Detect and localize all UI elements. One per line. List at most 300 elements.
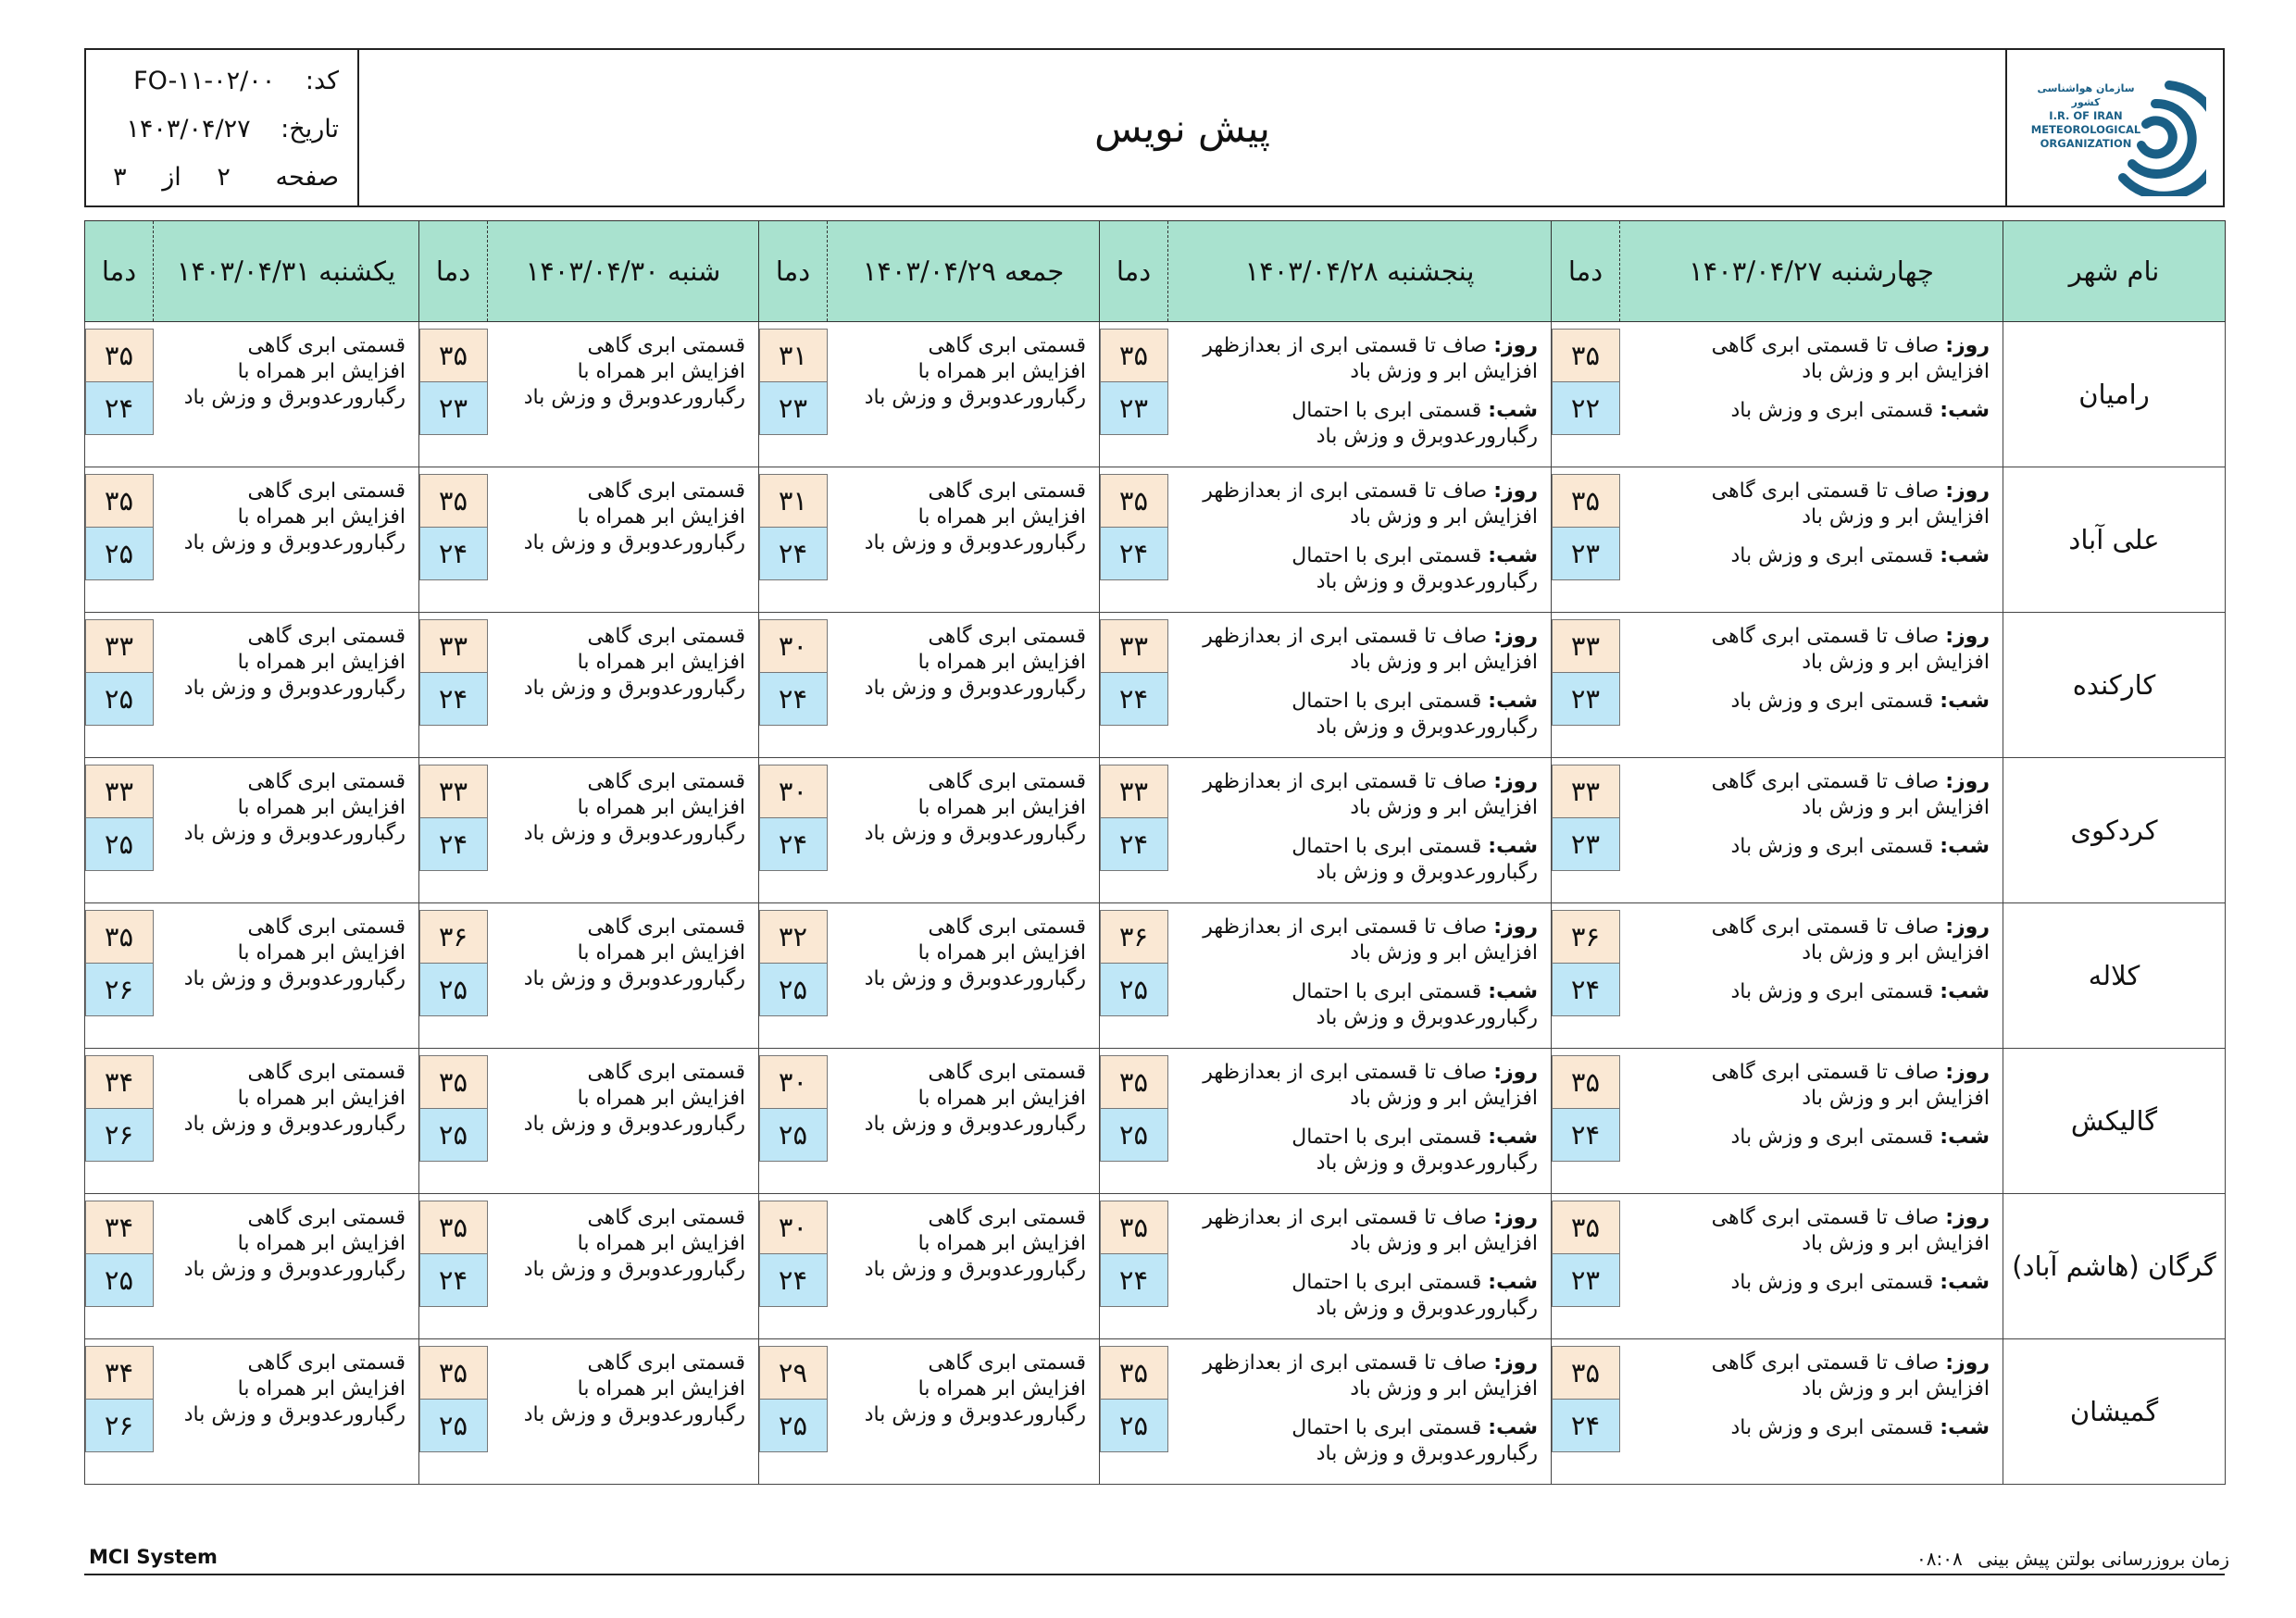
desc-line (1629, 1376, 1990, 1402)
day-forecast: صاف تا قسمتی ابری گاهی (1711, 1351, 1940, 1375)
temp-cell (419, 903, 488, 1049)
desc-line (837, 1060, 1087, 1086)
forecast-description (828, 758, 1100, 903)
desc-line (497, 385, 746, 411)
night-forecast: قسمتی ابری با احتمال (1292, 690, 1482, 713)
desc-line (497, 1376, 746, 1402)
desc-line (837, 915, 1087, 940)
day-forecast: صاف تا قسمتی ابری گاهی (1711, 334, 1940, 357)
spacer (1178, 530, 1539, 543)
forecast-description (1620, 467, 2003, 613)
temp-cell (759, 467, 828, 613)
desc-line (1178, 689, 1539, 715)
forecast-text: افزایش ابر همراه با (237, 1232, 406, 1255)
page-row: صفحه ۲ از ۳ (113, 163, 339, 192)
temp-box (1100, 619, 1168, 726)
temp-box (419, 1346, 488, 1452)
temp-min: ۲۳ (1553, 1254, 1619, 1306)
forecast-text: افزایش ابر همراه با (577, 360, 745, 383)
forecast-text: رگبارورعدوبرق و وزش باد (523, 1113, 745, 1136)
forecast-text: رگبارورعدوبرق و وزش باد (864, 1403, 1086, 1426)
forecast-text: رگبارورعدوبرق و وزش باد (183, 677, 406, 700)
logo-cell (2005, 50, 2223, 205)
forecast-text: رگبارورعدوبرق و وزش باد (183, 386, 406, 409)
night-forecast: قسمتی ابری با احتمال (1292, 1126, 1482, 1149)
temp-cell (759, 1194, 828, 1339)
desc-line (1178, 1376, 1539, 1402)
desc-line (1629, 650, 1990, 676)
forecast-text: افزایش ابر همراه با (917, 1377, 1086, 1400)
spacer (1629, 385, 1990, 398)
night-label: شب: (1940, 1126, 1990, 1149)
forecast-text: رگبارورعدوبرق و وزش باد (523, 677, 745, 700)
desc-line (497, 1112, 746, 1138)
forecast-text: افزایش ابر همراه با (577, 1087, 745, 1110)
forecast-text: قسمتی ابری گاهی (587, 915, 745, 939)
temp-max: ۳۵ (1553, 1347, 1619, 1400)
forecast-text: افزایش ابر همراه با (237, 360, 406, 383)
forecast-text: رگبارورعدوبرق و وزش باد (864, 531, 1086, 554)
desc-line (1629, 543, 1990, 569)
forecast-text: افزایش ابر همراه با (237, 651, 406, 674)
temp-cell (1100, 613, 1168, 758)
temp-cell (1552, 1049, 1620, 1194)
table-row (85, 1194, 2226, 1339)
desc-line (837, 940, 1087, 966)
temp-max: ۳۵ (86, 911, 153, 964)
forecast-description (1620, 322, 2003, 467)
city-name: رامیان (2003, 322, 2226, 467)
table-header-row (85, 221, 2226, 322)
forecast-description (828, 613, 1100, 758)
temp-cell (85, 903, 154, 1049)
desc-line (163, 479, 406, 504)
forecast-text: افزایش ابر همراه با (577, 1377, 745, 1400)
temp-box (1100, 474, 1168, 580)
forecast-text: افزایش ابر همراه با (237, 505, 406, 529)
night-label: شب: (1488, 980, 1538, 1003)
temp-box (1552, 1201, 1620, 1307)
desc-line (837, 966, 1087, 992)
table-row (85, 903, 2226, 1049)
temp-cell (1100, 1194, 1168, 1339)
desc-line (837, 1350, 1087, 1376)
temp-min: ۲۵ (86, 528, 153, 579)
temp-box (1552, 1346, 1620, 1452)
city-name: گالیکش (2003, 1049, 2226, 1194)
desc-line (497, 676, 746, 702)
night-label: شب: (1940, 544, 1990, 567)
day-forecast: صاف تا قسمتی ابری از بعدازظهر (1203, 625, 1488, 648)
date-value: ۱۴۰۳/۰۴/۲۷ (126, 115, 251, 143)
temp-box (1552, 910, 1620, 1016)
temp-cell (419, 1194, 488, 1339)
night-forecast: قسمتی ابری با احتمال (1292, 544, 1482, 567)
day-label: روز: (1945, 479, 1990, 503)
forecast-text: قسمتی ابری گاهی (247, 915, 406, 939)
desc-line (497, 479, 746, 504)
spacer (1178, 821, 1539, 834)
forecast-description (1168, 1194, 1552, 1339)
temp-min: ۲۶ (86, 1400, 153, 1451)
forecast-text: قسمتی ابری گاهی (928, 1206, 1086, 1229)
temp-min: ۲۴ (760, 1254, 827, 1306)
day-header-4: شنبه ۱۴۰۳/۰۴/۳۰ (488, 221, 759, 322)
forecast-description (488, 322, 759, 467)
temp-max: ۳۰ (760, 765, 827, 818)
temp-cell (1552, 758, 1620, 903)
desc-line (1629, 1350, 1990, 1376)
temp-max: ۳۵ (1553, 1056, 1619, 1109)
night-label: شب: (1940, 835, 1990, 858)
desc-line (1178, 1350, 1539, 1376)
temp-min: ۲۵ (760, 1400, 827, 1451)
temp-min: ۲۵ (1101, 1109, 1167, 1161)
day-forecast: افزایش ابر و وزش باد (1350, 1377, 1538, 1400)
forecast-description (1620, 1339, 2003, 1485)
temp-box (85, 619, 154, 726)
desc-line (1629, 1415, 1990, 1441)
desc-line (497, 1205, 746, 1231)
day-forecast: صاف تا قسمتی ابری گاهی (1711, 479, 1940, 503)
desc-line (1178, 915, 1539, 940)
night-label: شب: (1488, 399, 1538, 422)
desc-line (497, 821, 746, 847)
forecast-description (828, 1339, 1100, 1485)
temp-cell (1100, 903, 1168, 1049)
night-label: شب: (1488, 544, 1538, 567)
footer-divider (84, 1574, 2225, 1575)
desc-line (1178, 860, 1539, 886)
forecast-text: رگبارورعدوبرق و وزش باد (523, 386, 745, 409)
temp-max: ۳۳ (420, 620, 487, 673)
temp-min: ۲۴ (1553, 1109, 1619, 1161)
temp-min: ۲۶ (86, 1109, 153, 1161)
temp-max: ۳۳ (1101, 765, 1167, 818)
night-label: شب: (1940, 1271, 1990, 1294)
desc-line (1178, 359, 1539, 385)
desc-line (497, 504, 746, 530)
temp-min: ۲۵ (420, 1109, 487, 1161)
document-meta (86, 50, 359, 205)
temp-max: ۳۱ (760, 475, 827, 528)
night-forecast: رگبارورعدوبرق و وزش باد (1316, 1442, 1538, 1465)
table-row (85, 1049, 2226, 1194)
night-forecast: قسمتی ابری و وزش باد (1730, 1271, 1934, 1294)
desc-line (497, 1060, 746, 1086)
temp-min: ۲۴ (420, 673, 487, 725)
day-label: روز: (1945, 1351, 1990, 1375)
night-forecast: قسمتی ابری با احتمال (1292, 980, 1482, 1003)
desc-line (1629, 769, 1990, 795)
forecast-text: قسمتی ابری گاهی (928, 1061, 1086, 1084)
temp-cell (419, 758, 488, 903)
temp-min: ۲۵ (420, 964, 487, 1015)
temp-box (759, 619, 828, 726)
day-forecast: افزایش ابر و وزش باد (1350, 1232, 1538, 1255)
forecast-description (488, 758, 759, 903)
temp-max: ۳۵ (1553, 475, 1619, 528)
desc-line (1629, 624, 1990, 650)
desc-line (1178, 569, 1539, 595)
forecast-text: افزایش ابر همراه با (917, 505, 1086, 529)
forecast-text: قسمتی ابری گاهی (247, 334, 406, 357)
temp-box (85, 329, 154, 435)
temp-max: ۳۶ (420, 911, 487, 964)
temp-max: ۳۵ (420, 475, 487, 528)
temp-max: ۳۵ (420, 1056, 487, 1109)
desc-line (1629, 1205, 1990, 1231)
desc-line (163, 530, 406, 556)
night-label: شب: (1940, 1416, 1990, 1439)
temp-min: ۲۵ (760, 964, 827, 1015)
forecast-text: رگبارورعدوبرق و وزش باد (864, 822, 1086, 845)
forecast-text: قسمتی ابری گاهی (587, 1351, 745, 1375)
desc-line (1629, 1060, 1990, 1086)
temp-box (759, 1346, 828, 1452)
temp-max: ۳۳ (86, 620, 153, 673)
temp-cell (1100, 1339, 1168, 1485)
desc-line (163, 966, 406, 992)
temp-box (85, 474, 154, 580)
temp-max: ۳۵ (420, 1347, 487, 1400)
desc-line (497, 1350, 746, 1376)
night-forecast: قسمتی ابری با احتمال (1292, 1416, 1482, 1439)
desc-line (1178, 1151, 1539, 1176)
code-row: کد: FO-۱۱-۰۲/۰۰ (133, 67, 339, 95)
desc-line (163, 1231, 406, 1257)
forecast-text: قسمتی ابری گاهی (587, 1206, 745, 1229)
forecast-text: رگبارورعدوبرق و وزش باد (864, 1113, 1086, 1136)
temp-cell (1100, 1049, 1168, 1194)
forecast-description (1620, 758, 2003, 903)
temp-max: ۳۴ (86, 1056, 153, 1109)
temp-min: ۲۶ (86, 964, 153, 1015)
temp-max: ۳۰ (760, 620, 827, 673)
desc-line (1178, 940, 1539, 966)
temp-min: ۲۵ (1101, 964, 1167, 1015)
desc-line (837, 1376, 1087, 1402)
day-label: روز: (1945, 334, 1990, 357)
desc-line (837, 650, 1087, 676)
desc-line (497, 1402, 746, 1428)
day-label: روز: (1493, 479, 1538, 503)
day-label: روز: (1945, 770, 1990, 793)
temp-header: دما (1100, 221, 1168, 322)
day-forecast: افزایش ابر و وزش باد (1350, 651, 1538, 674)
temp-box (1100, 1055, 1168, 1162)
night-forecast: رگبارورعدوبرق و وزش باد (1316, 425, 1538, 448)
forecast-text: افزایش ابر همراه با (237, 1087, 406, 1110)
temp-box (1552, 474, 1620, 580)
temp-cell (85, 1049, 154, 1194)
forecast-text: رگبارورعدوبرق و وزش باد (183, 1113, 406, 1136)
temp-cell (1552, 613, 1620, 758)
day-header-5: یکشنبه ۱۴۰۳/۰۴/۳۱ (154, 221, 419, 322)
night-forecast: قسمتی ابری و وزش باد (1730, 835, 1934, 858)
desc-line (163, 769, 406, 795)
temp-cell (419, 322, 488, 467)
temp-cell (85, 1339, 154, 1485)
temp-cell (1100, 467, 1168, 613)
forecast-description (154, 322, 419, 467)
desc-line (163, 795, 406, 821)
forecast-description (1168, 613, 1552, 758)
temp-cell (759, 758, 828, 903)
night-forecast: رگبارورعدوبرق و وزش باد (1316, 861, 1538, 884)
forecast-description (154, 1194, 419, 1339)
forecast-text: افزایش ابر همراه با (917, 1232, 1086, 1255)
temp-max: ۳۴ (86, 1347, 153, 1400)
desc-line (837, 769, 1087, 795)
desc-line (1629, 834, 1990, 860)
temp-box (85, 1346, 154, 1452)
spacer (1629, 676, 1990, 689)
temp-max: ۳۵ (1101, 1347, 1167, 1400)
desc-line (837, 530, 1087, 556)
temp-header: دما (759, 221, 828, 322)
night-forecast: قسمتی ابری با احتمال (1292, 1271, 1482, 1294)
desc-line (1629, 1086, 1990, 1112)
forecast-text: افزایش ابر همراه با (577, 941, 745, 965)
desc-line (837, 359, 1087, 385)
spacer (1178, 966, 1539, 979)
temp-min: ۲۴ (1101, 818, 1167, 870)
desc-line (1178, 715, 1539, 741)
desc-line (1178, 543, 1539, 569)
desc-line (497, 940, 746, 966)
footer-update-time: زمان بروزرسانی بولتن پیش بینی ۰۸:۰۸ (1916, 1548, 2229, 1570)
forecast-description (828, 322, 1100, 467)
forecast-text: رگبارورعدوبرق و وزش باد (183, 1258, 406, 1281)
day-label: روز: (1493, 770, 1538, 793)
desc-line (497, 650, 746, 676)
temp-header: دما (85, 221, 154, 322)
desc-line (163, 1060, 406, 1086)
temp-box (759, 765, 828, 871)
day-label: روز: (1493, 915, 1538, 939)
city-name: کردکوی (2003, 758, 2226, 903)
desc-line (497, 624, 746, 650)
table-row (85, 322, 2226, 467)
temp-max: ۳۳ (86, 765, 153, 818)
night-forecast: قسمتی ابری و وزش باد (1730, 399, 1934, 422)
desc-line (1178, 479, 1539, 504)
desc-line (837, 504, 1087, 530)
day-forecast: صاف تا قسمتی ابری گاهی (1711, 1206, 1940, 1229)
day-header-2: پنجشنبه ۱۴۰۳/۰۴/۲۸ (1168, 221, 1552, 322)
forecast-text: رگبارورعدوبرق و وزش باد (183, 1403, 406, 1426)
temp-max: ۳۳ (420, 765, 487, 818)
temp-box (759, 910, 828, 1016)
temp-max: ۳۰ (760, 1201, 827, 1254)
temp-max: ۳۳ (1101, 620, 1167, 673)
forecast-text: رگبارورعدوبرق و وزش باد (864, 1258, 1086, 1281)
temp-max: ۳۲ (760, 911, 827, 964)
day-forecast: صاف تا قسمتی ابری گاهی (1711, 625, 1940, 648)
forecast-text: افزایش ابر همراه با (577, 796, 745, 819)
date-row: تاریخ: ۱۴۰۳/۰۴/۲۷ (126, 115, 339, 143)
day-forecast: صاف تا قسمتی ابری گاهی (1711, 770, 1940, 793)
footer-system: MCI System (89, 1546, 218, 1568)
day-forecast: افزایش ابر و وزش باد (1802, 360, 1990, 383)
day-label: روز: (1493, 625, 1538, 648)
desc-line (1178, 1205, 1539, 1231)
desc-line (1629, 1125, 1990, 1151)
day-forecast: افزایش ابر و وزش باد (1802, 1377, 1990, 1400)
temp-min: ۲۵ (86, 1254, 153, 1306)
forecast-description (1168, 467, 1552, 613)
temp-cell (1552, 467, 1620, 613)
desc-line (1178, 1270, 1539, 1296)
forecast-description (1168, 322, 1552, 467)
day-forecast: صاف تا قسمتی ابری از بعدازظهر (1203, 1206, 1488, 1229)
desc-line (163, 1086, 406, 1112)
temp-min: ۲۴ (1101, 528, 1167, 579)
temp-max: ۳۶ (1101, 911, 1167, 964)
temp-cell (1100, 322, 1168, 467)
temp-box (419, 619, 488, 726)
day-forecast: افزایش ابر و وزش باد (1350, 796, 1538, 819)
night-forecast: قسمتی ابری و وزش باد (1730, 980, 1934, 1003)
desc-line (1178, 398, 1539, 424)
temp-min: ۲۳ (760, 382, 827, 434)
desc-line (497, 359, 746, 385)
desc-line (837, 1402, 1087, 1428)
temp-cell (1552, 1194, 1620, 1339)
table-row (85, 1339, 2226, 1485)
desc-line (1629, 689, 1990, 715)
night-forecast: قسمتی ابری و وزش باد (1730, 544, 1934, 567)
forecast-description (154, 1339, 419, 1485)
forecast-description (488, 1339, 759, 1485)
forecast-description (488, 467, 759, 613)
desc-line (497, 530, 746, 556)
day-header-3: جمعه ۱۴۰۳/۰۴/۲۹ (828, 221, 1100, 322)
desc-line (1629, 359, 1990, 385)
desc-line (1629, 979, 1990, 1005)
desc-line (497, 1257, 746, 1283)
temp-cell (419, 613, 488, 758)
night-forecast: رگبارورعدوبرق و وزش باد (1316, 1297, 1538, 1320)
temp-min: ۲۴ (1553, 964, 1619, 1015)
forecast-text: افزایش ابر همراه با (237, 796, 406, 819)
spacer (1629, 1257, 1990, 1270)
night-forecast: رگبارورعدوبرق و وزش باد (1316, 1151, 1538, 1175)
day-forecast: افزایش ابر و وزش باد (1802, 1232, 1990, 1255)
city-header: نام شهر (2003, 221, 2226, 322)
forecast-description (1620, 613, 2003, 758)
forecast-description (488, 613, 759, 758)
forecast-text: قسمتی ابری گاهی (587, 1061, 745, 1084)
forecast-text: رگبارورعدوبرق و وزش باد (864, 967, 1086, 990)
forecast-description (828, 903, 1100, 1049)
day-forecast: صاف تا قسمتی ابری از بعدازظهر (1203, 479, 1488, 503)
temp-cell (1552, 322, 1620, 467)
desc-line (1629, 795, 1990, 821)
spacer (1178, 1402, 1539, 1415)
desc-line (163, 1112, 406, 1138)
day-forecast: افزایش ابر و وزش باد (1350, 941, 1538, 965)
temp-box (419, 1055, 488, 1162)
night-label: شب: (1488, 690, 1538, 713)
forecast-text: قسمتی ابری گاهی (247, 1061, 406, 1084)
desc-line (163, 1402, 406, 1428)
forecast-description (488, 1194, 759, 1339)
desc-line (163, 650, 406, 676)
temp-max: ۳۴ (86, 1201, 153, 1254)
table-row (85, 758, 2226, 903)
